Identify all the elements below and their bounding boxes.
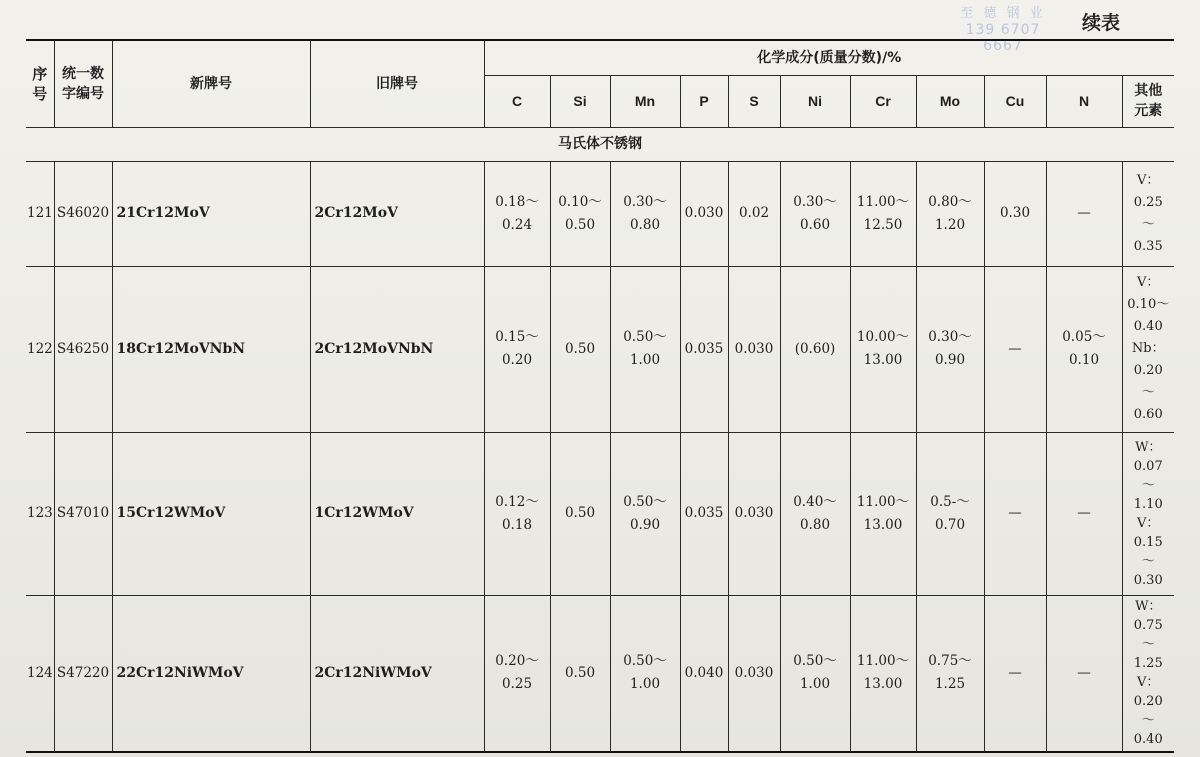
cell-other: V： 0.10～ 0.40 Nb： 0.20 ～ 0.60 — [1122, 266, 1174, 432]
table-row — [26, 161, 1174, 266]
cell-p: 0.040 — [680, 595, 728, 752]
cell-p: 0.035 — [680, 432, 728, 595]
header-element-c: C — [484, 75, 550, 127]
cell-cu: — — [984, 595, 1046, 752]
cell-s: 0.030 — [728, 432, 780, 595]
header-old-grade: 旧牌号 — [310, 40, 484, 127]
row-seq: 123 — [26, 432, 54, 595]
cell-c: 0.20～ 0.25 — [484, 595, 550, 752]
header-new-grade: 新牌号 — [112, 40, 310, 127]
cell-ni: (0.60) — [780, 266, 850, 432]
row-code: S46250 — [54, 266, 112, 432]
cell-ni: 0.40～ 0.80 — [780, 432, 850, 595]
row-new-grade: 15Cr12WMoV — [112, 432, 310, 595]
cell-si: 0.50 — [550, 266, 610, 432]
header-seq: 序号 — [26, 40, 54, 127]
cell-mo: 0.75～ 1.25 — [916, 595, 984, 752]
cell-mn: 0.30～ 0.80 — [610, 161, 680, 266]
cell-mo: 0.80～ 1.20 — [916, 161, 984, 266]
header-code: 统一数字编号 — [54, 40, 112, 127]
cell-mo: 0.30～ 0.90 — [916, 266, 984, 432]
row-seq: 122 — [26, 266, 54, 432]
cell-n: — — [1046, 161, 1122, 266]
cell-other: W： 0.75 ～ 1.25 V： 0.20 ～ 0.40 — [1122, 595, 1174, 752]
header-element-mo: Mo — [916, 75, 984, 127]
header-element-n: N — [1046, 75, 1122, 127]
cell-mn: 0.50～ 1.00 — [610, 266, 680, 432]
cell-n: — — [1046, 432, 1122, 595]
cell-cu: 0.30 — [984, 161, 1046, 266]
cell-cr: 11.00～ 13.00 — [850, 432, 916, 595]
table-row — [26, 432, 1174, 595]
header-element-ni: Ni — [780, 75, 850, 127]
table-row — [26, 266, 1174, 432]
cell-other: W： 0.07 ～ 1.10 V： 0.15 ～ 0.30 — [1122, 432, 1174, 595]
row-code: S47220 — [54, 595, 112, 752]
row-code: S46020 — [54, 161, 112, 266]
row-code: S47010 — [54, 432, 112, 595]
cell-n: 0.05～ 0.10 — [1046, 266, 1122, 432]
header-element-cu: Cu — [984, 75, 1046, 127]
cell-other: V： 0.25 ～ 0.35 — [1122, 161, 1174, 266]
cell-cu: — — [984, 266, 1046, 432]
table-row — [26, 595, 1174, 752]
cell-p: 0.035 — [680, 266, 728, 432]
header-element-mn: Mn — [610, 75, 680, 127]
header-element-s: S — [728, 75, 780, 127]
section-title: 马氏体不锈钢 — [26, 127, 1174, 161]
row-seq: 121 — [26, 161, 54, 266]
row-old-grade: 2Cr12NiWMoV — [310, 595, 484, 752]
header-element-p: P — [680, 75, 728, 127]
cell-s: 0.030 — [728, 266, 780, 432]
cell-s: 0.02 — [728, 161, 780, 266]
continued-table-label: 续表 — [1082, 12, 1121, 34]
watermark-phone: 139 6707 6667 — [965, 22, 1041, 54]
row-seq: 124 — [26, 595, 54, 752]
cell-c: 0.18～ 0.24 — [484, 161, 550, 266]
cell-c: 0.15～ 0.20 — [484, 266, 550, 432]
header-composition: 化学成分(质量分数)/% — [484, 40, 1174, 75]
cell-si: 0.10～ 0.50 — [550, 161, 610, 266]
header-other-elements: 其他元素 — [1122, 75, 1174, 127]
header-element-si: Si — [550, 75, 610, 127]
cell-ni: 0.30～ 0.60 — [780, 161, 850, 266]
header-element-cr: Cr — [850, 75, 916, 127]
stainless-steel-composition-table — [26, 39, 1174, 753]
cell-s: 0.030 — [728, 595, 780, 752]
cell-cu: — — [984, 432, 1046, 595]
cell-cr: 11.00～ 12.50 — [850, 161, 916, 266]
cell-si: 0.50 — [550, 595, 610, 752]
cell-mo: 0.5-～ 0.70 — [916, 432, 984, 595]
cell-si: 0.50 — [550, 432, 610, 595]
row-new-grade: 18Cr12MoVNbN — [112, 266, 310, 432]
cell-mn: 0.50～ 0.90 — [610, 432, 680, 595]
row-old-grade: 2Cr12MoVNbN — [310, 266, 484, 432]
cell-mn: 0.50～ 1.00 — [610, 595, 680, 752]
cell-cr: 11.00～ 13.00 — [850, 595, 916, 752]
row-new-grade: 21Cr12MoV — [112, 161, 310, 266]
cell-cr: 10.00～ 13.00 — [850, 266, 916, 432]
row-new-grade: 22Cr12NiWMoV — [112, 595, 310, 752]
cell-c: 0.12～ 0.18 — [484, 432, 550, 595]
cell-p: 0.030 — [680, 161, 728, 266]
cell-n: — — [1046, 595, 1122, 752]
row-old-grade: 2Cr12MoV — [310, 161, 484, 266]
watermark-company: 至 德 钢 业 — [960, 6, 1046, 21]
row-old-grade: 1Cr12WMoV — [310, 432, 484, 595]
cell-ni: 0.50～ 1.00 — [780, 595, 850, 752]
